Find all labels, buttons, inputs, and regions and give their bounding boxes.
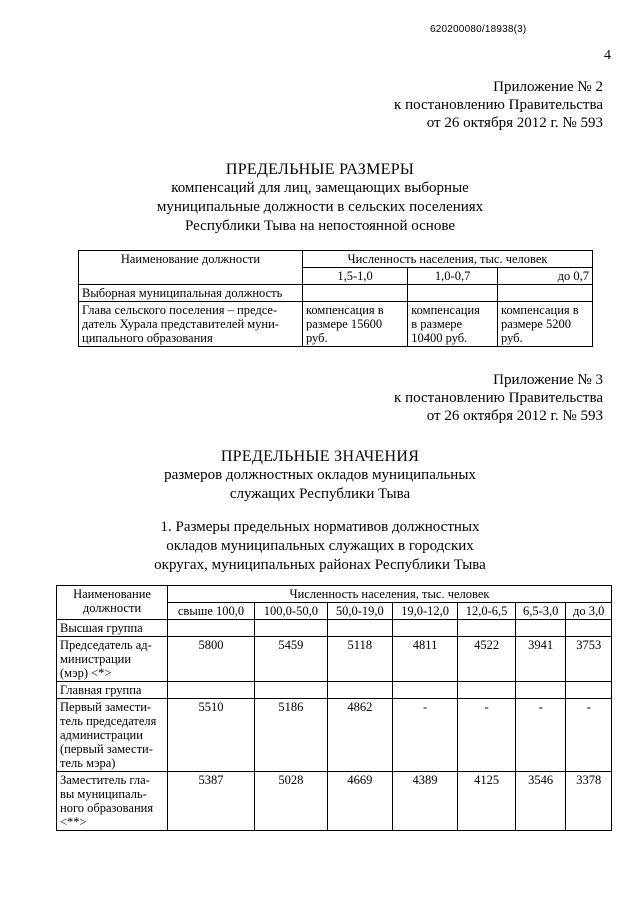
empty-cell (515, 682, 565, 699)
t2-value: 3546 (515, 772, 565, 831)
section-1-line3: округах, муниципальных районах Республики Тыва (154, 557, 486, 573)
empty-cell (515, 620, 565, 637)
text-line: (первый замести- (60, 742, 153, 756)
t1-value (302, 302, 407, 347)
t2-subcol: 12,0-6,5 (458, 603, 516, 620)
text-line: тель председателя (60, 714, 157, 728)
t2-value: 5510 (168, 699, 255, 772)
text-line: (мэр) <*> (60, 666, 112, 680)
text-line: руб. (501, 331, 523, 345)
text-line: тель мэра) (60, 756, 116, 770)
appendix-2-title: Приложение № 2 (493, 79, 603, 95)
t2-value: 4669 (327, 772, 392, 831)
text-line: компенсация в (501, 303, 579, 317)
t2-group-high: Высшая группа (57, 620, 168, 637)
table-row (57, 772, 612, 831)
text-line: ного образования (60, 801, 154, 815)
empty-cell (327, 682, 392, 699)
appendix-2-header (394, 78, 603, 132)
t2-row1-name (57, 637, 168, 682)
appendix-3-header (394, 371, 603, 425)
t2-subcol: 6,5-3,0 (515, 603, 565, 620)
t2-value: 5459 (255, 637, 328, 682)
text-line: Заместитель гла- (60, 773, 150, 787)
empty-cell (392, 682, 457, 699)
appendix-3-date: от 26 октября 2012 г. № 593 (426, 408, 603, 424)
empty-cell (327, 620, 392, 637)
t2-value: - (458, 699, 516, 772)
t2-row2-name (57, 699, 168, 772)
t2-subcol: 19,0-12,0 (392, 603, 457, 620)
t1-group-row: Выборная муниципальная должность (79, 285, 303, 302)
t2-value: 4522 (458, 637, 516, 682)
t2-value: 4389 (392, 772, 457, 831)
t1-subcol: до 0,7 (498, 268, 593, 285)
t2-value: 5028 (255, 772, 328, 831)
title-2-heading: ПРЕДЕЛЬНЫЕ ЗНАЧЕНИЯ (220, 448, 420, 465)
empty-cell (392, 620, 457, 637)
empty-cell (255, 620, 328, 637)
empty-cell (168, 682, 255, 699)
text-line: министрации (60, 652, 132, 666)
title-2-line2: служащих Республики Тыва (229, 486, 411, 502)
text-line: Председатель ад- (60, 638, 152, 652)
t2-row3-name (57, 772, 168, 831)
title-2-line1: размеров должностных окладов муниципальных (164, 467, 476, 483)
t1-subcol: 1,0-0,7 (408, 268, 498, 285)
t1-value (408, 302, 498, 347)
table-row (57, 699, 612, 772)
text-line: Наименование (73, 587, 151, 601)
table-row (79, 302, 593, 347)
t2-subcol: до 3,0 (566, 603, 612, 620)
appendix-2-ref: к постановлению Правительства (394, 97, 603, 113)
title-2 (0, 447, 640, 504)
empty-cell (566, 682, 612, 699)
t2-subcol: 50,0-19,0 (327, 603, 392, 620)
t2-value: 4811 (392, 637, 457, 682)
text-line: вы муниципаль- (60, 787, 147, 801)
t2-value: 5118 (327, 637, 392, 682)
text-line: Глава сельского поселения – предсе- (82, 303, 278, 317)
text-line: Первый замести- (60, 700, 152, 714)
text-line: компенсация в (305, 303, 384, 317)
t1-header-population: Численность населения, тыс. человек (302, 251, 592, 268)
title-1-heading: ПРЕДЕЛЬНЫЕ РАЗМЕРЫ (225, 161, 415, 178)
text-line: датель Хурала представителей муни- (82, 317, 279, 331)
text-line: размере 15600 (305, 317, 383, 331)
appendix-3-ref: к постановлению Правительства (394, 390, 603, 406)
t1-header-position: Наименование должности (79, 251, 303, 285)
text-line: руб. (305, 331, 328, 345)
t2-value: - (392, 699, 457, 772)
t1-value (498, 302, 593, 347)
text-line: компенсация (411, 303, 480, 317)
t2-value: 4862 (327, 699, 392, 772)
t2-value: 3378 (566, 772, 612, 831)
title-1-line1: компенсаций для лиц, замещающих выборные (171, 180, 469, 196)
empty-cell (566, 620, 612, 637)
empty-cell (458, 682, 516, 699)
text-line: в размере (411, 317, 463, 331)
t2-group-main: Главная группа (57, 682, 168, 699)
t2-value: 3941 (515, 637, 565, 682)
t2-header-position (57, 586, 168, 620)
t2-subcol: 100,0-50,0 (255, 603, 328, 620)
empty-cell (302, 285, 407, 302)
appendix-3-title: Приложение № 3 (493, 372, 603, 388)
appendix-2-date: от 26 октября 2012 г. № 593 (426, 115, 603, 131)
t2-subcol: свыше 100,0 (168, 603, 255, 620)
empty-cell (498, 285, 593, 302)
section-1-line1: 1. Размеры предельных нормативов должностных (160, 519, 480, 535)
title-1-line3: Республики Тыва на непостоянной основе (185, 218, 455, 234)
section-1-line2: окладов муниципальных служащих в городских (166, 538, 474, 554)
t2-value: 3753 (566, 637, 612, 682)
t2-value: 4125 (458, 772, 516, 831)
empty-cell (255, 682, 328, 699)
text-line: 10400 руб. (411, 331, 468, 345)
title-1-line2: муниципальные должности в сельских поселениях (156, 199, 484, 215)
table-row (57, 637, 612, 682)
text-line: должности (82, 601, 142, 615)
text-line: ципального образования (82, 331, 213, 345)
salary-table (56, 585, 612, 831)
t2-value: 5387 (168, 772, 255, 831)
t1-row-name (79, 302, 303, 347)
t1-subcol: 1,5-1,0 (302, 268, 407, 285)
empty-cell (458, 620, 516, 637)
compensation-table (78, 250, 593, 347)
text-line: администрации (60, 728, 143, 742)
t2-header-population: Численность населения, тыс. человек (168, 586, 612, 603)
empty-cell (408, 285, 498, 302)
title-1 (0, 160, 640, 236)
document-id: 620200080/18938(3) (430, 24, 527, 35)
section-1-heading (0, 518, 640, 575)
text-line: <**> (60, 815, 87, 829)
t2-value: 5186 (255, 699, 328, 772)
t2-value: - (566, 699, 612, 772)
text-line: размере 5200 (501, 317, 571, 331)
page-number: 4 (604, 48, 611, 63)
t2-value: 5800 (168, 637, 255, 682)
empty-cell (168, 620, 255, 637)
t2-value: - (515, 699, 565, 772)
